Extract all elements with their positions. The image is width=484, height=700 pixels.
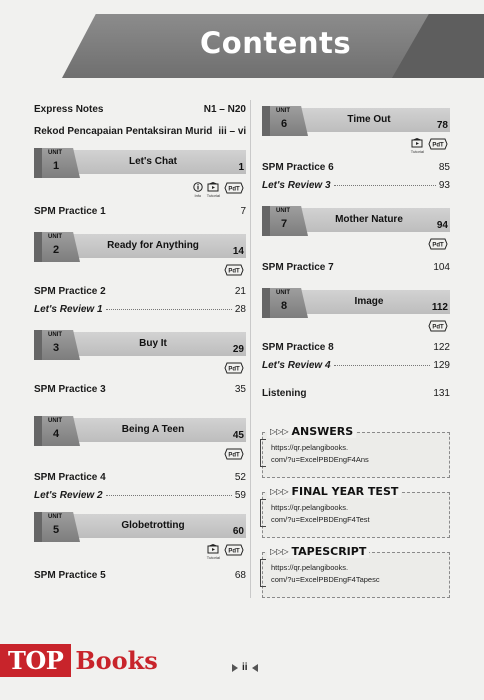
entry-page: 104	[433, 262, 450, 273]
toc-entry-review-3[interactable]	[262, 180, 450, 191]
entry-label: SPM Practice 2	[34, 286, 106, 297]
unit-word: UNIT	[276, 108, 290, 114]
tutorial-icon-label: Tutorial	[206, 193, 220, 198]
info-icon-label: Info	[194, 193, 202, 198]
entry-label: SPM Practice 5	[34, 570, 106, 581]
entry-page: 21	[234, 286, 246, 297]
box-title: FINAL YEAR TEST	[291, 485, 399, 498]
box-heading	[267, 545, 369, 558]
toc-entry-review-4[interactable]	[262, 360, 450, 371]
unit-page: 78	[436, 120, 448, 131]
tutorial-icon[interactable]	[207, 544, 220, 560]
entry-page: 131	[433, 388, 450, 399]
tutorial-icon[interactable]	[411, 138, 424, 154]
unit-title: Time Out	[347, 114, 391, 125]
unit-word: UNIT	[48, 514, 62, 520]
toc-entry-spm-1[interactable]	[34, 206, 246, 217]
unit-page: 45	[232, 430, 244, 441]
unit-title: Let's Chat	[129, 156, 177, 167]
triangle-right-icon	[232, 664, 238, 672]
pdt-icon[interactable]	[224, 362, 244, 374]
unit-word: UNIT	[48, 234, 62, 240]
unit-page: 60	[232, 526, 244, 537]
entry-label: Listening	[262, 388, 307, 399]
entry-page: iii – vi	[218, 126, 247, 137]
unit-word: UNIT	[276, 290, 290, 296]
unit-page: 29	[232, 344, 244, 355]
entry-label: Let's Review 4	[262, 360, 331, 371]
unit-word: UNIT	[48, 150, 62, 156]
logo-books: Books	[75, 645, 158, 675]
triangle-left-icon	[252, 664, 258, 672]
svg-text:PdT: PdT	[228, 452, 240, 459]
box-url-line-1[interactable]: https://qr.pelangibooks.	[271, 503, 349, 512]
pdt-icon[interactable]	[224, 448, 244, 460]
entry-label: Let's Review 3	[262, 180, 331, 191]
pdt-icon[interactable]	[224, 264, 244, 276]
toc-entry-review-1[interactable]	[34, 304, 246, 315]
tutorial-icon-label: Tutorial	[410, 149, 424, 154]
svg-text:PdT: PdT	[432, 242, 444, 249]
pdt-icon[interactable]	[428, 138, 448, 150]
pdt-icon[interactable]	[428, 238, 448, 250]
info-icon[interactable]	[193, 182, 203, 198]
entry-page: 129	[433, 360, 450, 371]
unit-title: Mother Nature	[335, 214, 403, 225]
box-url-line-2[interactable]: com/?u=ExcelPBDEngF4Tapesc	[271, 575, 380, 584]
pdt-icon[interactable]	[224, 544, 244, 556]
unit-number: 1	[53, 160, 60, 172]
svg-text:PdT: PdT	[228, 268, 240, 275]
entry-label: Let's Review 1	[34, 304, 103, 315]
entry-label: SPM Practice 6	[262, 162, 334, 173]
entry-label: SPM Practice 1	[34, 206, 106, 217]
box-url-line-1[interactable]: https://qr.pelangibooks.	[271, 443, 349, 452]
unit-banner-3[interactable]	[34, 332, 246, 360]
toc-entry-spm-7[interactable]	[262, 262, 450, 273]
unit-title: Buy It	[139, 338, 167, 349]
unit-banner-4[interactable]	[34, 418, 246, 446]
pdt-icon[interactable]	[224, 182, 244, 194]
entry-label: Rekod Pencapaian Pentaksiran Murid	[34, 126, 213, 137]
column-divider	[250, 100, 251, 598]
entry-label: Let's Review 2	[34, 490, 103, 501]
entry-page: N1 – N20	[203, 104, 246, 115]
unit-page: 1	[238, 162, 244, 173]
unit-8-icons	[428, 320, 448, 342]
unit-number: 4	[53, 428, 60, 440]
unit-number: 3	[53, 342, 60, 354]
unit-title: Image	[354, 296, 384, 307]
svg-text:PdT: PdT	[432, 142, 444, 149]
entry-page: 35	[234, 384, 246, 395]
toc-entry-spm-4[interactable]	[34, 472, 246, 483]
box-bracket	[260, 499, 266, 527]
entry-page: 68	[234, 570, 246, 581]
unit-1-icons	[193, 182, 244, 204]
unit-banner-5[interactable]	[34, 514, 246, 542]
box-bracket	[260, 559, 266, 587]
entry-page: 122	[433, 342, 450, 353]
unit-number: 6	[281, 118, 288, 130]
page-number-text: ii	[242, 662, 248, 673]
unit-title: Globetrotting	[121, 520, 185, 531]
unit-3-icons	[224, 362, 244, 384]
entry-label: SPM Practice 3	[34, 384, 106, 395]
svg-text:PdT: PdT	[228, 548, 240, 555]
box-title: TAPESCRIPT	[291, 545, 367, 558]
entry-label: SPM Practice 7	[262, 262, 334, 273]
unit-page: 112	[431, 302, 448, 313]
unit-number: 2	[53, 244, 60, 256]
entry-page: 7	[240, 206, 246, 217]
triple-arrow-icon: ▷ ▷ ▷	[270, 427, 289, 436]
dot-leader	[106, 309, 232, 310]
unit-number: 8	[281, 300, 288, 312]
entry-page: 59	[234, 490, 246, 501]
dot-leader	[106, 495, 232, 496]
pdt-icon[interactable]	[428, 320, 448, 332]
toc-entry-review-2[interactable]	[34, 490, 246, 501]
unit-number: 5	[53, 524, 60, 536]
unit-title: Ready for Anything	[107, 240, 199, 251]
topbooks-logo	[0, 640, 158, 680]
triple-arrow-icon: ▷ ▷ ▷	[270, 487, 289, 496]
unit-page: 14	[232, 246, 244, 257]
unit-banner-8[interactable]	[262, 290, 450, 318]
tutorial-icon-label: Tutorial	[206, 555, 220, 560]
box-url-line-2[interactable]: com/?u=ExcelPBDEngF4Test	[271, 515, 370, 524]
tapescript-box[interactable]	[262, 545, 450, 598]
entry-page: 52	[234, 472, 246, 483]
toc-entry-listening[interactable]	[262, 388, 450, 399]
dot-leader	[334, 185, 436, 186]
svg-text:PdT: PdT	[228, 186, 240, 193]
unit-banner-7[interactable]	[262, 208, 450, 236]
unit-7-icons	[428, 238, 448, 260]
box-heading	[267, 425, 356, 438]
toc-entry-rekod[interactable]	[34, 126, 246, 137]
box-bracket	[260, 439, 266, 467]
unit-banner-2[interactable]	[34, 234, 246, 262]
unit-word: UNIT	[48, 418, 62, 424]
logo-top: TOP	[0, 644, 71, 677]
svg-text:PdT: PdT	[432, 324, 444, 331]
unit-banner-1[interactable]	[34, 150, 246, 178]
toc-entry-spm-8[interactable]	[262, 342, 450, 353]
toc-entry-express-notes[interactable]	[34, 104, 246, 115]
toc-entry-spm-5[interactable]	[34, 570, 246, 581]
entry-page: 85	[438, 162, 450, 173]
toc-entry-spm-6[interactable]	[262, 162, 450, 173]
page-title: Contents	[200, 26, 352, 60]
entry-label: SPM Practice 8	[262, 342, 334, 353]
toc-entry-spm-3[interactable]	[34, 384, 246, 395]
unit-2-icons	[224, 264, 244, 286]
toc-entry-spm-2[interactable]	[34, 286, 246, 297]
entry-page: 93	[438, 180, 450, 191]
answers-box[interactable]	[262, 425, 450, 478]
unit-title: Being A Teen	[121, 424, 185, 435]
box-url-line-2[interactable]: com/?u=ExcelPBDEngF4Ans	[271, 455, 369, 464]
unit-4-icons	[224, 448, 244, 470]
unit-page: 94	[436, 220, 448, 231]
unit-number: 7	[281, 218, 288, 230]
unit-word: UNIT	[276, 208, 290, 214]
box-title: ANSWERS	[291, 425, 354, 438]
entry-page: 28	[234, 304, 246, 315]
page-number	[232, 662, 258, 673]
unit-banner-6[interactable]	[262, 108, 450, 136]
box-url-line-1[interactable]: https://qr.pelangibooks.	[271, 563, 349, 572]
svg-text:PdT: PdT	[228, 366, 240, 373]
unit-word: UNIT	[48, 332, 62, 338]
unit-6-icons	[411, 138, 448, 160]
final-year-test-box[interactable]	[262, 485, 450, 538]
dot-leader	[334, 365, 431, 366]
tutorial-icon[interactable]	[207, 182, 220, 198]
entry-label: SPM Practice 4	[34, 472, 106, 483]
unit-5-icons	[207, 544, 244, 566]
triple-arrow-icon: ▷ ▷ ▷	[270, 547, 289, 556]
box-heading	[267, 485, 401, 498]
entry-label: Express Notes	[34, 104, 104, 115]
